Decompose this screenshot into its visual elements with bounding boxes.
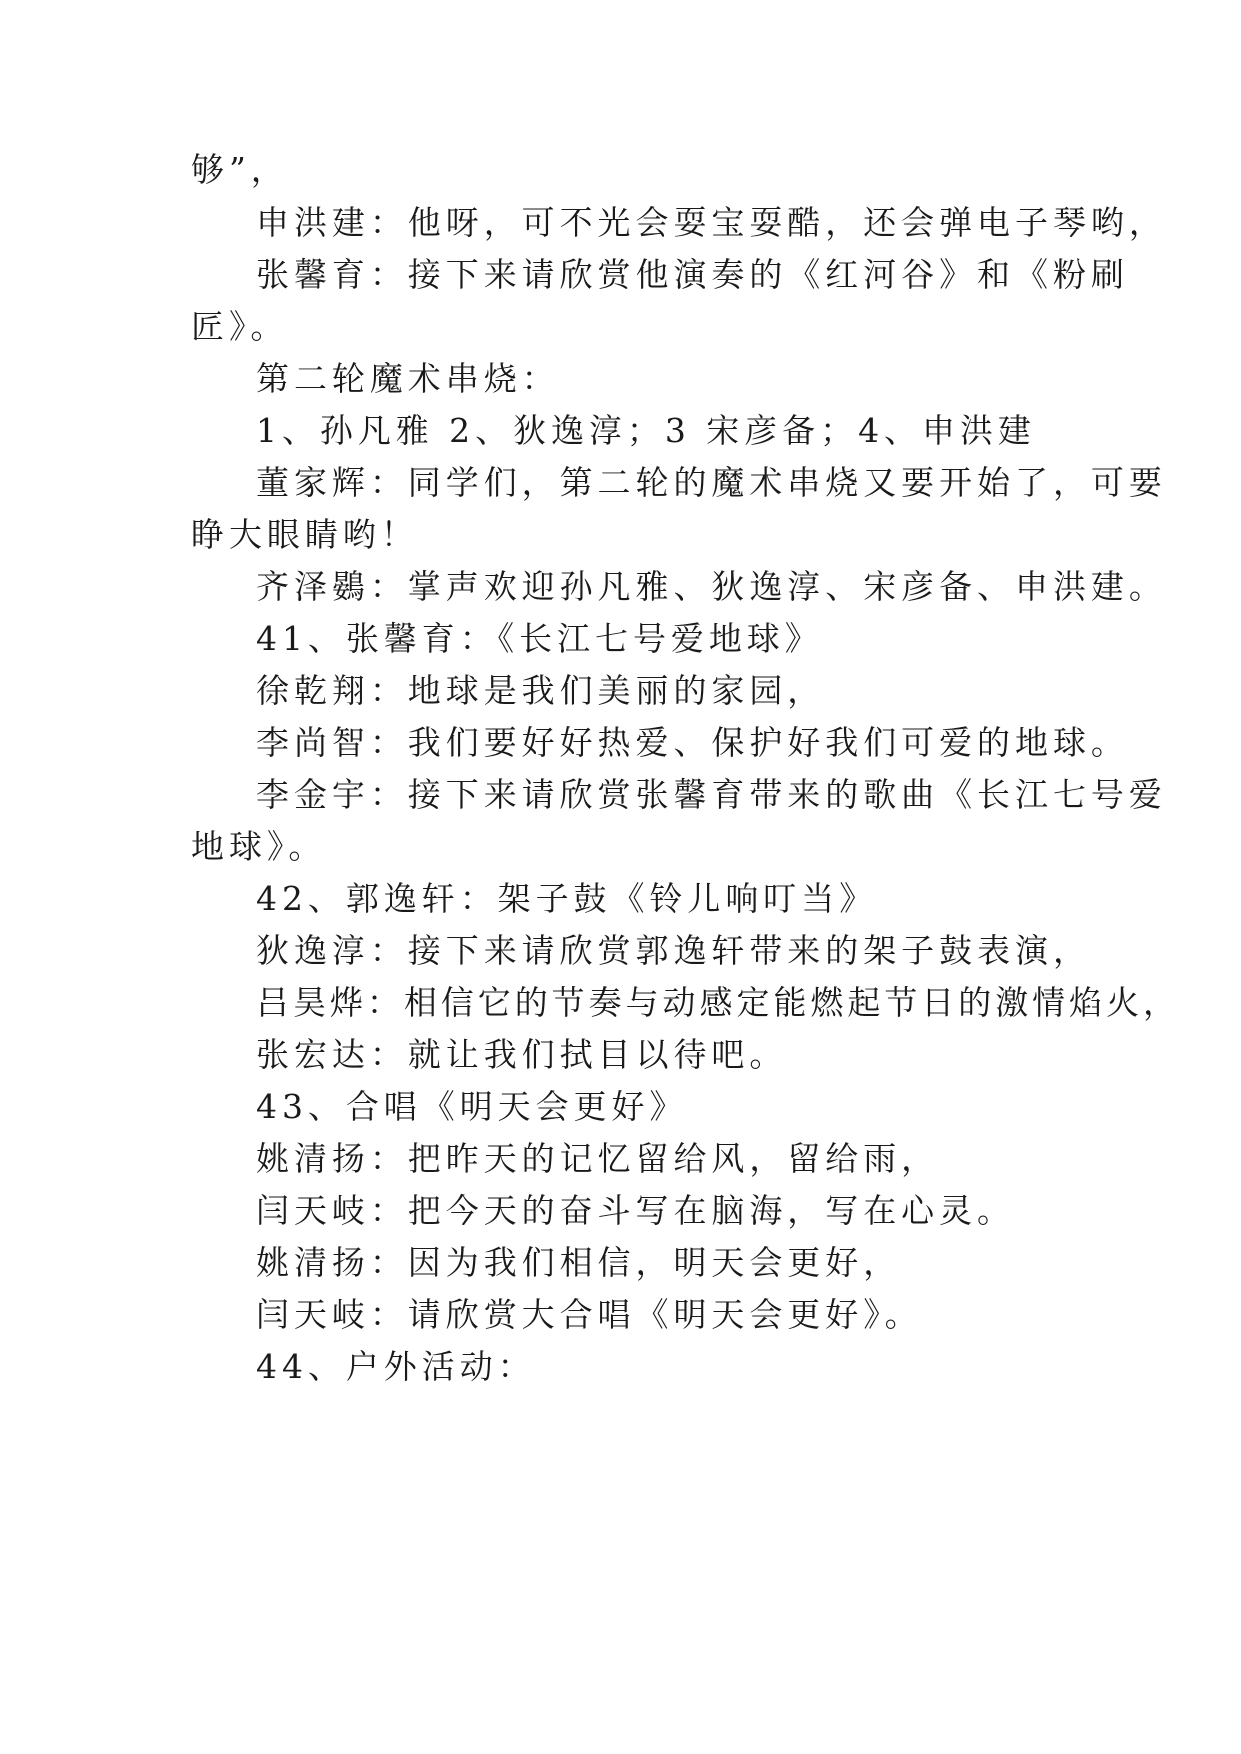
text-line: 狄逸淳：接下来请欣赏郭逸轩带来的架子鼓表演，	[256, 931, 1091, 970]
text-line: 张宏达：就让我们拭目以待吧。	[256, 1035, 788, 1074]
text-line: 睁大眼睛哟！	[191, 515, 419, 554]
text-line: 44、户外活动：	[256, 1347, 536, 1386]
text-line: 闫天岐：请欣赏大合唱《明天会更好》。	[256, 1295, 923, 1334]
text-line: 匠》。	[191, 307, 289, 346]
text-line: 姚清扬：因为我们相信，明天会更好，	[256, 1243, 902, 1282]
text-line: 齐泽鷃：掌声欢迎孙凡雅、狄逸淳、宋彦备、申洪建。	[256, 567, 1167, 606]
text-line: 董家辉：同学们，第二轮的魔术串烧又要开始了，可要	[256, 463, 1167, 502]
text-line: 1、孙凡雅 2、狄逸淳；3 宋彦备；4、申洪建	[256, 411, 1036, 450]
text-line: 43、合唱《明天会更好》	[256, 1087, 688, 1126]
text-line: 地球》。	[191, 827, 327, 866]
text-line: 41、张馨育：《长江七号爱地球》	[256, 619, 823, 658]
text-line: 徐乾翔：地球是我们美丽的家园，	[256, 671, 826, 710]
text-line: 吕昊烨：相信它的节奏与动感定能燃起节日的激情焰火，	[256, 983, 1180, 1022]
text-line: 姚清扬：把昨天的记忆留给风，留给雨，	[256, 1139, 940, 1178]
text-line: 够”，	[191, 150, 289, 189]
text-line: 申洪建：他呀，可不光会耍宝耍酷，还会弹电子琴哟，	[256, 203, 1167, 242]
text-line: 李金宇：接下来请欣赏张馨育带来的歌曲《长江七号爱	[256, 775, 1167, 814]
text-line: 张馨育：接下来请欣赏他演奏的《红河谷》和《粉刷	[256, 255, 1129, 294]
text-line: 第二轮魔术串烧：	[256, 359, 560, 398]
text-line: 42、郭逸轩：架子鼓《铃儿响叮当》	[256, 879, 878, 918]
text-line: 李尚智：我们要好好热爱、保护好我们可爱的地球。	[256, 723, 1129, 762]
text-line: 闫天岐：把今天的奋斗写在脑海，写在心灵。	[256, 1191, 1015, 1230]
